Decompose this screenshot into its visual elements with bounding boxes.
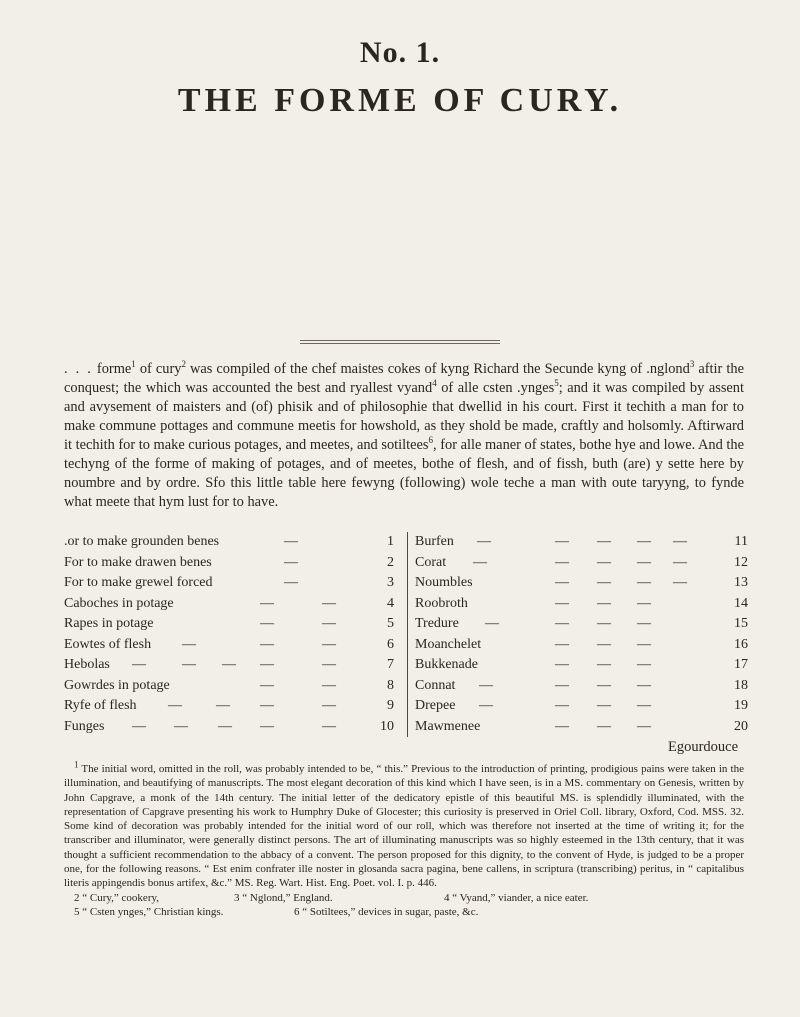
leader-dash: — — [597, 636, 611, 652]
leader-dash: — — [637, 657, 651, 672]
leader-dash: — — [322, 657, 336, 672]
recipe-name: Eowtes of flesh — [64, 636, 152, 652]
leader-dash: — — [284, 575, 298, 590]
leader-dash: — — [479, 677, 493, 693]
leader-dash: — — [132, 657, 146, 672]
contents-row — [64, 696, 396, 717]
recipe-number: 4 — [387, 595, 394, 611]
leader-dash: — — [322, 677, 336, 693]
recipe-number: 9 — [387, 698, 394, 713]
contents-row — [415, 594, 750, 615]
recipe-number: 20 — [734, 718, 748, 734]
footnote-mark: 6 — [428, 435, 434, 446]
leader-dash: — — [322, 636, 336, 652]
contents-row — [64, 573, 396, 594]
contents-row — [415, 614, 750, 635]
leader-dash: — — [637, 718, 651, 734]
leader-dash: — — [555, 718, 569, 734]
leader-dash: — — [597, 698, 611, 713]
recipe-name: Moanchelet — [415, 636, 482, 652]
recipe-name: Burfen — [415, 534, 454, 549]
footnote-2: 2 “ Cury,” cookery, — [74, 891, 160, 904]
intro-text: forme — [92, 361, 132, 377]
leader-dash: — — [174, 718, 188, 734]
leader-dash: — — [597, 677, 611, 693]
leader-dash: — — [260, 718, 274, 734]
leader-dash: — — [637, 677, 651, 693]
leader-dash: — — [260, 616, 274, 631]
contents-table-right — [407, 532, 750, 737]
leader-dash: — — [597, 718, 611, 734]
leader-dash: — — [260, 595, 274, 611]
leader-dash: — — [260, 636, 274, 652]
leader-dash: — — [322, 698, 336, 713]
recipe-name: For to make grewel forced — [64, 575, 213, 590]
leader-dash: — — [555, 657, 569, 672]
contents-row — [415, 696, 750, 717]
leader-dash: — — [637, 534, 651, 549]
leader-dash: — — [673, 554, 687, 570]
footnote-mark: 5 — [554, 378, 559, 389]
contents-row — [415, 532, 750, 553]
leader-dash: — — [168, 698, 182, 713]
leader-dash: — — [555, 616, 569, 631]
contents-row — [64, 553, 396, 574]
footnote-mark: 4 — [432, 378, 437, 389]
footnote-4: 4 “ Vyand,” viander, a nice eater. — [444, 891, 589, 904]
recipe-number: 1 — [387, 534, 394, 549]
leader-dash: — — [597, 534, 611, 549]
leader-dash: — — [182, 636, 196, 652]
leader-dash: — — [597, 575, 611, 590]
leader-dash: — — [637, 616, 651, 631]
recipe-number: 14 — [734, 595, 748, 611]
leader-dash: — — [260, 677, 274, 693]
leader-dash: — — [284, 534, 298, 549]
recipe-number: 17 — [734, 657, 748, 672]
recipe-number: 8 — [387, 677, 394, 693]
recipe-number: 6 — [387, 636, 394, 652]
intro-text: of cury — [135, 361, 182, 377]
recipe-name: Drepee — [415, 698, 456, 713]
recipe-number: 2 — [387, 554, 394, 570]
contents-row — [64, 594, 396, 615]
leader-dash: — — [260, 698, 274, 713]
intro-text: was compiled of the chef maistes cokes of kyng Richard the Secunde kyng of .nglond — [185, 361, 690, 377]
contents-row — [64, 532, 396, 553]
intro-paragraph — [64, 360, 744, 512]
contents-table-left — [64, 532, 396, 737]
leader-dash: — — [182, 657, 196, 672]
leader-dash: — — [284, 554, 298, 570]
recipe-name: Corat — [415, 554, 447, 570]
recipe-name: Gowrdes in potage — [64, 677, 170, 693]
leader-dash: — — [637, 575, 651, 590]
leader-dash: — — [218, 718, 232, 734]
recipe-name: Tredure — [415, 616, 459, 631]
recipe-number: 3 — [387, 575, 394, 590]
leader-dash: — — [597, 595, 611, 611]
leader-dash: — — [555, 698, 569, 713]
recipe-name: Connat — [415, 677, 456, 693]
contents-row — [64, 717, 396, 738]
footnote-5: 5 “ Csten ynges,” Christian kings. — [74, 905, 224, 918]
leader-dash: — — [485, 616, 499, 631]
leader-dash: — — [322, 718, 336, 734]
title-divider-second — [300, 343, 500, 344]
contents-row — [415, 655, 750, 676]
leader-dash: — — [555, 554, 569, 570]
short-footnotes — [64, 891, 744, 921]
footnote-mark: 1 — [74, 759, 79, 770]
footnote-6: 6 “ Sotiltees,” devices in sugar, paste, &c. — [294, 905, 479, 918]
leader-dash: — — [597, 616, 611, 631]
leader-dash: — — [597, 554, 611, 570]
leader-dash: — — [132, 718, 146, 734]
recipe-name: For to make drawen benes — [64, 554, 212, 570]
recipe-name: Noumbles — [415, 575, 473, 590]
recipe-number: 15 — [734, 616, 748, 631]
recipe-name: Ryfe of flesh — [64, 698, 137, 713]
intro-text: aftir the conquest; the which was accounted the best and ryallest vyand — [64, 361, 744, 396]
recipe-name: Hebolas — [64, 657, 110, 672]
contents-extra-entry: Egourdouce — [668, 739, 739, 755]
recipe-number: 16 — [734, 636, 748, 652]
recipe-number: 18 — [734, 677, 748, 693]
leader-dash: — — [637, 554, 651, 570]
leader-dash: — — [637, 595, 651, 611]
recipe-number: 5 — [387, 616, 394, 631]
footnote-text: The initial word, omitted in the roll, was probably intended to be, “ this.” Previous to the introduction of printing, prodigious pains were taken in the illumination, and beautifying of manuscripts. The most elegant decoration of this kind which I have seen, is in a MS. commentary on Genesis, written by John Capgrave, a monk of the 14th century. The initial letter of the dedicatory epistle of this beautiful MS. is splendidly illuminated, with the representation of Capgrave presenting his work to Humphry Duke of Glocester; this curiosity is preserved in Oriel Coll. library, Oxford, Cod. MSS. 32. Some kind of decoration was probably intended for the initial word of our roll, which was therefore not inserted at the time of writing it; for the transcriber and illuminator, were generally distinct persons. The art of illuminating manuscripts was so highly esteemed in the 13th century, that it was thought a sufficient recommendation to the abbacy of a convent. The person proposed for this dignity, to the convent of Hyde, is judged to be a proper one, for the following reasons. “ Est enim confrater ille noster in glosanda sacra pagina, bene callens, in scriptura (transcribing) peritus, in “ capitalibus literis appingendis bonus artifex, &c.” MS. Reg. Wart. Hist. Eng. Poet. vol. I. p. 446. — [64, 763, 744, 890]
leader-dash: — — [637, 636, 651, 652]
contents-row — [64, 614, 396, 635]
leader-dash: — — [673, 575, 687, 590]
leader-dash: — — [216, 698, 230, 713]
page-number: No. 1. — [359, 36, 441, 69]
leader-dash: — — [555, 595, 569, 611]
leader-dash: — — [479, 698, 493, 713]
contents-row — [64, 635, 396, 656]
contents-row — [415, 635, 750, 656]
leader-dash: — — [477, 534, 491, 549]
recipe-number: 19 — [734, 698, 748, 713]
footnote-1 — [64, 759, 744, 891]
initial-placeholder: . . . — [64, 361, 93, 377]
recipe-name: Mawmenee — [415, 718, 481, 734]
footnote-mark: 3 — [689, 359, 695, 370]
recipe-name: .or to make grounden benes — [64, 534, 220, 549]
footnote-mark: 1 — [131, 359, 136, 370]
leader-dash: — — [597, 657, 611, 672]
leader-dash: — — [473, 554, 487, 570]
contents-row — [415, 717, 750, 738]
recipe-number: 7 — [387, 657, 394, 672]
recipe-number: 13 — [734, 575, 748, 590]
footnote-mark: 2 — [181, 359, 186, 370]
leader-dash: — — [555, 575, 569, 590]
recipe-name: Rapes in potage — [64, 616, 154, 631]
leader-dash: — — [555, 677, 569, 693]
leader-dash: — — [322, 595, 336, 611]
leader-dash: — — [260, 657, 274, 672]
leader-dash: — — [637, 698, 651, 713]
footnotes — [64, 759, 744, 921]
recipe-number: 12 — [734, 554, 748, 570]
intro-text: of alle csten .ynges — [436, 380, 555, 396]
page-title: THE FORME OF CURY. — [177, 82, 623, 119]
recipe-number: 11 — [734, 534, 748, 549]
leader-dash: — — [555, 534, 569, 549]
contents-row — [64, 676, 396, 697]
leader-dash: — — [555, 636, 569, 652]
leader-dash: — — [222, 657, 236, 672]
recipe-name: Roobroth — [415, 595, 468, 611]
intro-text: ; and it was compiled by assent and avysement of maisters and (of) phisik and of philosophie that dwellid in his court. First it techith a man for to make commune pottages and commune meetis for howshold, as they shold be made, craftly and holsomly. Aftirward it techith for to make curious potages, and meetes, and sotiltees — [64, 380, 744, 453]
recipe-number: 10 — [380, 718, 394, 734]
contents-row — [415, 573, 750, 594]
contents-row — [415, 676, 750, 697]
title-divider — [300, 340, 500, 341]
recipe-name: Funges — [64, 718, 105, 734]
contents-row — [64, 655, 396, 676]
leader-dash: — — [322, 616, 336, 631]
intro-text: , for alle maner of states, bothe hye and lowe. And the techyng of the forme of making of potages, and of meetes, bothe of flesh, and of fissh, buth (are) y sette here by noumbre and by ordre. Sfo this little table here fewyng (following) wole teche a man with oute taryyng, to fynde what meete that hym lust for to have. — [64, 437, 744, 510]
recipe-name: Caboches in potage — [64, 595, 174, 611]
footnote-3: 3 “ Nglond,” England. — [234, 891, 333, 904]
contents-row — [415, 553, 750, 574]
leader-dash: — — [673, 534, 687, 549]
recipe-name: Bukkenade — [415, 657, 478, 672]
